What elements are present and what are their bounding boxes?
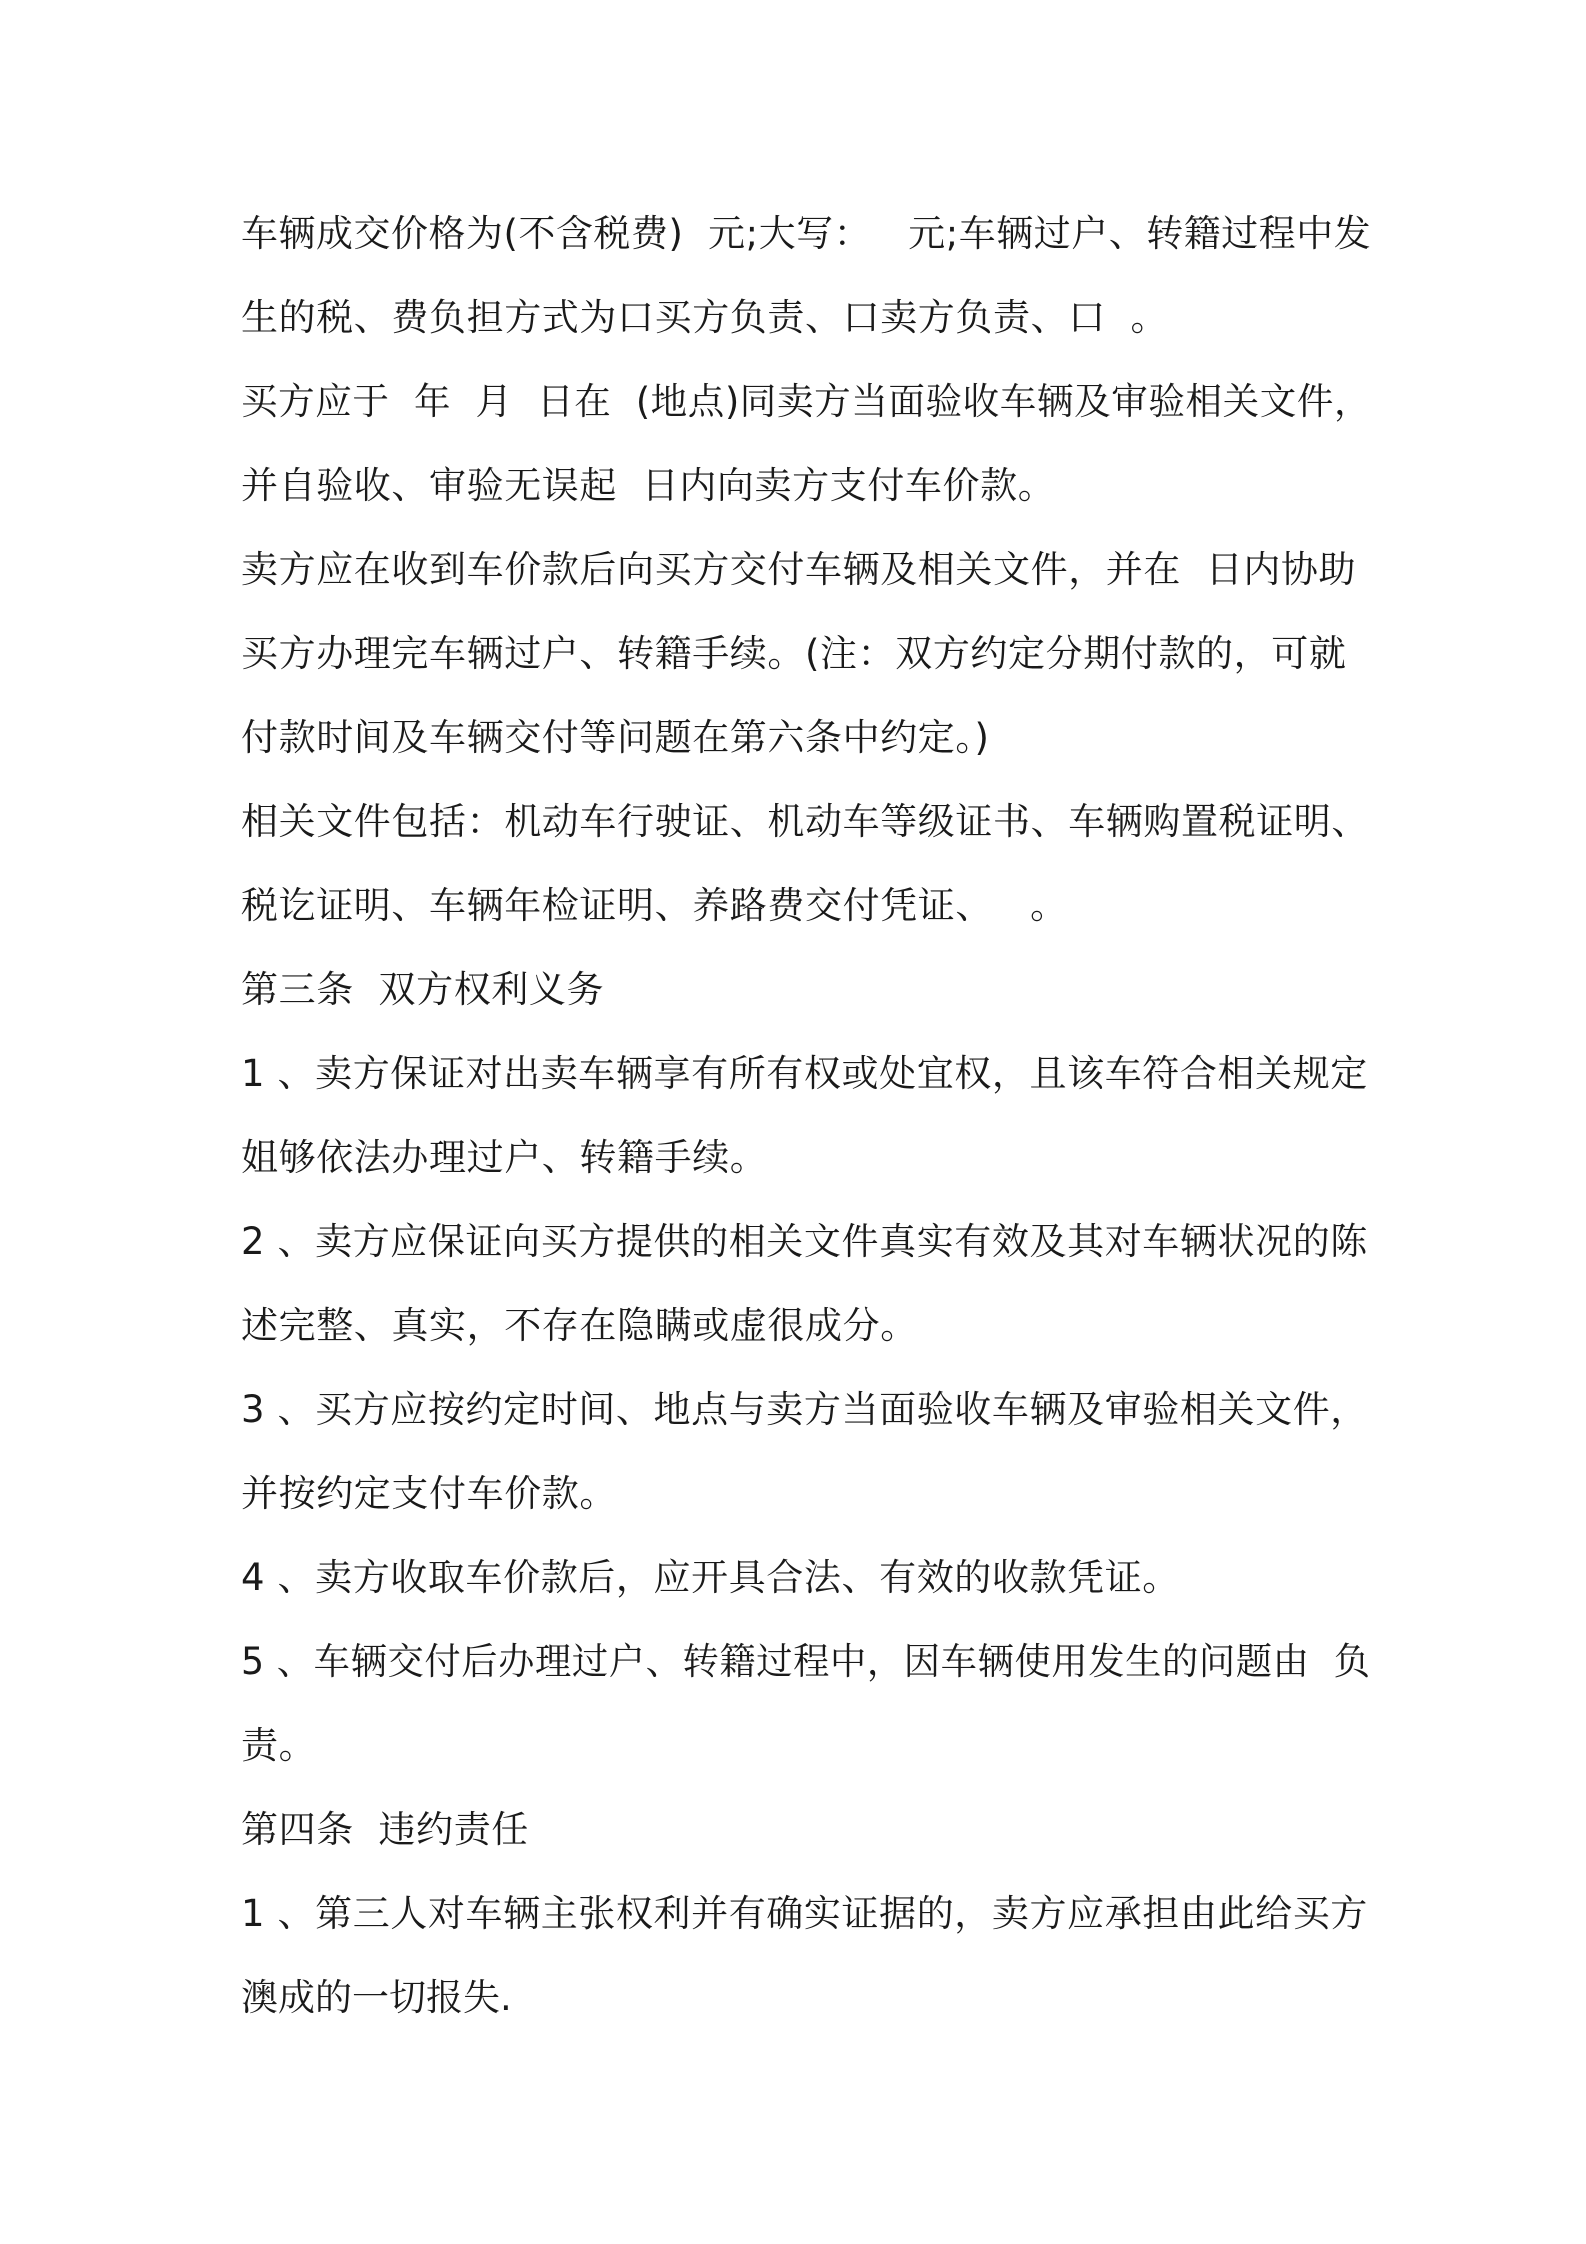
text-line: 车辆成交价格为(不含税费) 元;大写： 元;车辆过户、转籍过程中发 (241, 212, 1372, 255)
clause-item: 2 、卖方应保证向买方提供的相关文件真实有效及其对车辆状况的陈 (241, 1220, 1368, 1263)
text-line: 付款时间及车辆交付等问题在第六条中约定。) (241, 716, 990, 759)
text-line: 生的税、费负担方式为口买方负责、口卖方负责、口 。 (241, 296, 1169, 339)
text-line: 并自验收、审验无误起 日内向卖方支付车价款。 (241, 464, 1056, 507)
clause-item: 4 、卖方收取车价款后，应开具合法、有效的收款凭证。 (241, 1556, 1180, 1599)
text-line: 澳成的一切报失. (241, 1976, 512, 2019)
text-line: 相关文件包括：机动车行驶证、机动车等级证书、车辆购置税证明、 (241, 800, 1369, 843)
text-line: 卖方应在收到车价款后向买方交付车辆及相关文件，并在 日内协助 (241, 548, 1357, 591)
text-line: 姐够依法办理过户、转籍手续。 (241, 1136, 768, 1179)
text-line: 买方应于 年 月 日在 (地点)同卖方当面验收车辆及审验相关文件， (241, 380, 1372, 423)
section-heading: 第四条 违约责任 (241, 1808, 529, 1851)
text-line: 买方办理完车辆过户、转籍手续。(注：双方约定分期付款的，可就 (241, 632, 1347, 675)
clause-item: 3 、买方应按约定时间、地点与卖方当面验收车辆及审验相关文件， (241, 1388, 1368, 1431)
text-line: 述完整、真实，不存在隐瞒或虚很成分。 (241, 1304, 918, 1347)
clause-item: 1 、卖方保证对出卖车辆享有所有权或处宜权，且该车符合相关规定 (241, 1052, 1368, 1095)
text-line: 税讫证明、车辆年检证明、养路费交付凭证、 。 (241, 884, 1068, 927)
clause-item: 5 、车辆交付后办理过户、转籍过程中，因车辆使用发生的问题由 负 (241, 1640, 1371, 1683)
text-line: 并按约定支付车价款。 (241, 1472, 617, 1515)
clause-item: 1 、第三人对车辆主张权利并有确实证据的，卖方应承担由此给买方 (241, 1892, 1368, 1935)
text-line: 责。 (241, 1724, 317, 1767)
document-body (241, 192, 1372, 2040)
section-heading: 第三条 双方权利义务 (241, 968, 605, 1011)
